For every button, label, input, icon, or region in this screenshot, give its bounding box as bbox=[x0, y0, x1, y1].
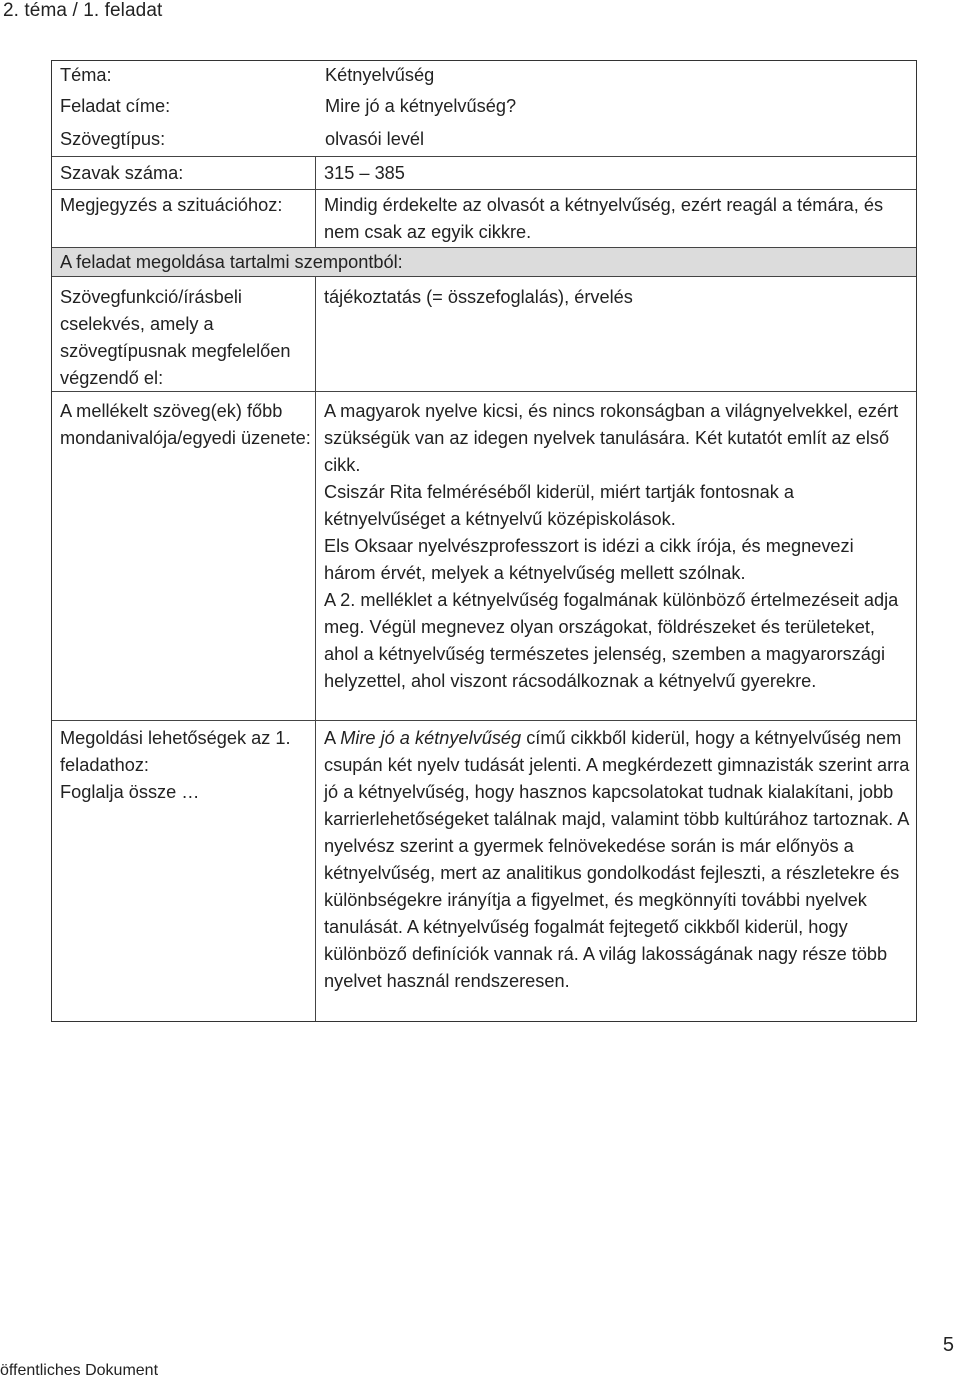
label-megjegyzes: Megjegyzés a szituációhoz: bbox=[52, 190, 316, 248]
label-szovegtipus: Szövegtípus: bbox=[60, 129, 166, 149]
value-feladat-cime: Mire jó a kétnyelvűség? bbox=[325, 96, 517, 116]
melleklet-paragraph: Csiszár Rita felméréséből kiderül, miért tartják fontosnak a kétnyelvűséget a kétnyelvű középiskolások. bbox=[324, 482, 795, 529]
page-header: 2. téma / 1. feladat bbox=[3, 0, 163, 21]
footer-document-label: öffentliches Dokument bbox=[0, 1362, 159, 1379]
megoldas-prefix: A bbox=[324, 728, 341, 748]
value-melleklet bbox=[316, 392, 916, 720]
row-tema bbox=[52, 62, 916, 89]
row-megoldas bbox=[52, 720, 916, 1021]
row-szovegfunkcio bbox=[52, 276, 916, 391]
melleklet-paragraph: A 2. melléklet a kétnyelvűség fogalmának különböző értelmezéseit adja meg. Végül megnevez olyan országokat, földrészeket és területeket, ahol a kétnyelvűség természetes jelenség, szemben a magyarországi helyzettel, ahol viszont rácsodálkoznak a kétnyelvű gyerekre. bbox=[324, 590, 899, 691]
page-number: 5 bbox=[942, 1334, 954, 1356]
melleklet-paragraph: A magyarok nyelve kicsi, és nincs rokonságban a világnyelvekkel, ezért szükségük van az idegen nyelvek tanulására. Két kutatót említ az első cikk. bbox=[324, 401, 899, 475]
label-szavak-szama: Szavak száma: bbox=[52, 157, 316, 189]
row-feladat-cime bbox=[52, 93, 916, 120]
label-feladat-cime: Feladat címe: bbox=[60, 96, 171, 116]
row-megjegyzes bbox=[52, 189, 916, 248]
label-megoldas bbox=[52, 721, 316, 1021]
row-melleklet bbox=[52, 391, 916, 720]
value-megjegyzes: Mindig érdekelte az olvasót a kétnyelvűség, ezért reagál a témára, és nem csak az egyik cikkre. bbox=[324, 195, 884, 242]
value-megoldas bbox=[316, 721, 916, 1021]
value-szovegtipus: olvasói levél bbox=[325, 129, 425, 149]
label-tema: Téma: bbox=[60, 65, 112, 85]
megoldas-body: című cikkből kiderül, hogy a kétnyelvűség nem csupán két nyelv tudását jelenti. A megkérdezett gimnazisták szerint arra jó a kétnyelvűség, hogy hasznos kapcsolatokat tudnak kialakítani, jobb karrierlehetőségeket találnak majd, valamint több kultúrához tartoznak. A nyelvész szerint a gyermek felnövekedése során is már előnyös a kétnyelvűség, mert az analitikus gondolkodást fejleszti, a részletekre és különbségekre irányítja a figyelmet, és megkönnyíti további nyelvek tanulását. A kétnyelvűség fogalmát fejtegető cikkből kiderül, hogy különböző definíciók vannak rá. A világ lakosságának nagy része több nyelvet használ rendszeresen. bbox=[324, 728, 910, 991]
value-szavak-szama: 315 – 385 bbox=[324, 163, 405, 183]
megoldas-label-sub: Foglalja össze … bbox=[60, 782, 200, 802]
melleklet-paragraph: Els Oksaar nyelvészprofesszort is idézi a cikk írója, és megnevezi három érvét, melyek a kétnyelvűség mellett szólnak. bbox=[324, 536, 854, 583]
value-tema: Kétnyelvűség bbox=[325, 65, 435, 85]
label-melleklet: A mellékelt szöveg(ek) főbb mondanivalója/egyedi üzenete: bbox=[52, 392, 316, 720]
value-szovegfunkcio: tájékoztatás (= összefoglalás), érvelés bbox=[324, 287, 633, 307]
row-szovegtipus bbox=[52, 126, 916, 153]
row-szavak-szama bbox=[52, 156, 916, 189]
task-table bbox=[51, 60, 917, 1022]
section-title: A feladat megoldása tartalmi szempontból: bbox=[52, 247, 916, 277]
label-szovegfunkcio: Szövegfunkció/írásbeli cselekvés, amely a szövegtípusnak megfelelően végzendő el: bbox=[52, 276, 316, 391]
megoldas-label-text: Megoldási lehetőségek az 1. feladathoz: bbox=[60, 728, 291, 775]
megoldas-article-title: Mire jó a kétnyelvűség bbox=[340, 728, 522, 748]
